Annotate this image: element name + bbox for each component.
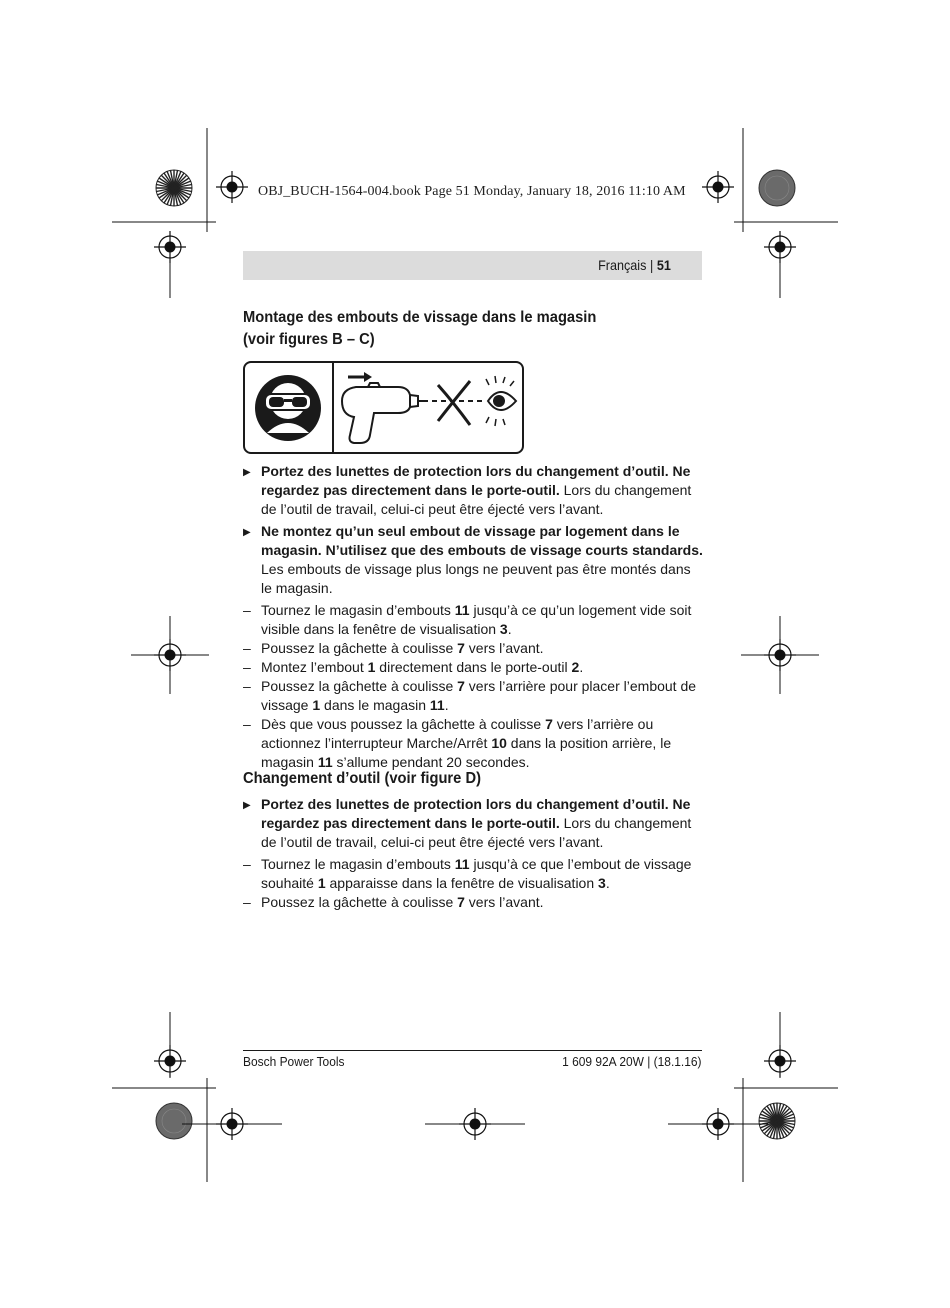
page-header-bar [243, 251, 702, 280]
reference-number: 10 [491, 735, 507, 751]
step-text: vers l’avant. [464, 640, 544, 656]
step-item [243, 677, 703, 715]
step-text: Poussez la gâchette à coulisse [261, 640, 458, 656]
dash-bullet: – [243, 716, 251, 732]
step-text: vers l’avant. [464, 894, 544, 910]
step-text: . [507, 621, 512, 637]
footer-brand: Bosch Power Tools [243, 1054, 345, 1069]
reference-number: 3 [598, 875, 606, 891]
safety-pictogram [243, 361, 524, 454]
page-number: 51 [656, 257, 671, 273]
dash-bullet: – [243, 894, 251, 910]
step-text: Tournez le magasin d’embouts [261, 856, 455, 872]
step-text: dans le magasin [320, 697, 430, 713]
header-separator: | [650, 257, 654, 273]
step-text: . [444, 697, 449, 713]
reference-number: 2 [571, 659, 580, 675]
section-title-line2: (voir figures B – C) [243, 331, 375, 348]
step-text: apparaisse dans la fenêtre de visualisation [325, 875, 599, 891]
reference-number: 7 [457, 640, 465, 656]
step-item [243, 715, 703, 772]
safety-goggles-icon [245, 363, 332, 452]
warning-body-text: Lors du changement de l’outil de travail, celui-ci peut être éjecté vers l’avant. [261, 482, 692, 517]
step-text: dans la position arrière, le magasin [261, 735, 672, 770]
reference-number: 3 [499, 621, 508, 637]
footer-docnumber: 1 609 92A 20W | (18.1.16) [562, 1054, 702, 1069]
step-item [243, 893, 703, 912]
step-text: directement dans le porte-outil [375, 659, 572, 675]
warning-bold-text: Portez des lunettes de protection lors du changement d’outil. Ne regardez pas directement dans le porte-outil. [261, 463, 691, 498]
footer-rule [243, 1050, 702, 1051]
warning-item [243, 795, 703, 852]
section-title-montage [243, 307, 666, 351]
page-header-label [598, 257, 671, 273]
section-title-changement: Changement d’outil (voir figure D) [243, 770, 481, 787]
warning-item [243, 462, 703, 519]
step-text: vers l’arrière ou actionnez l’interrupteur Marche/Arrêt [261, 716, 654, 751]
dash-bullet: – [243, 659, 251, 675]
dash-bullet: – [243, 856, 251, 872]
step-text: jusqu’à ce qu’un logement vide soit visible dans la fenêtre de visualisation [261, 602, 692, 637]
header-language: Français [598, 257, 647, 273]
reference-number: 7 [457, 894, 465, 910]
step-text: Poussez la gâchette à coulisse [261, 894, 458, 910]
reference-number: 7 [457, 678, 465, 694]
warning-bold-text: Ne montez qu’un seul embout de vissage par logement dans le magasin. N’utilisez que des embouts de vissage courts standards. [261, 523, 703, 558]
reference-number: 7 [545, 716, 553, 732]
step-text: . [579, 659, 584, 675]
step-text: s’allume pendant 20 secondes. [332, 754, 530, 770]
step-text: Poussez la gâchette à coulisse [261, 678, 458, 694]
step-item [243, 658, 703, 677]
dash-bullet: – [243, 640, 251, 656]
warning-item [243, 522, 703, 598]
section2-content [243, 795, 703, 912]
reference-number: 1 [367, 659, 376, 675]
dash-bullet: – [243, 678, 251, 694]
step-item [243, 855, 703, 893]
do-not-look-into-chuck-icon [334, 363, 524, 452]
step-text: jusqu’à ce que l’embout de vissage souhaité [261, 856, 692, 891]
reference-number: 11 [317, 754, 333, 770]
section1-content [243, 462, 703, 772]
print-header: OBJ_BUCH-1564-004.book Page 51 Monday, January 18, 2016 11:10 AM [258, 184, 686, 199]
reference-number: 1 [312, 697, 321, 713]
step-text: vers l’arrière pour placer l’embout de vissage [261, 678, 697, 713]
reference-number: 11 [454, 602, 470, 618]
reference-number: 1 [317, 875, 326, 891]
triangle-bullet-icon: ▶ [243, 467, 251, 478]
step-item [243, 639, 703, 658]
reference-number: 11 [429, 697, 445, 713]
step-text: . [605, 875, 610, 891]
warning-bold-text: Portez des lunettes de protection lors du changement d’outil. Ne regardez pas directement dans le porte-outil. [261, 796, 691, 831]
step-text: Montez l’embout [261, 659, 368, 675]
section1-list [243, 462, 703, 772]
step-text: Tournez le magasin d’embouts [261, 602, 455, 618]
step-item [243, 601, 703, 639]
dash-bullet: – [243, 602, 251, 618]
step-text: Dès que vous poussez la gâchette à coulisse [261, 716, 546, 732]
section-title-line1: Montage des embouts de vissage dans le magasin [243, 309, 597, 326]
section2-list [243, 795, 703, 912]
triangle-bullet-icon: ▶ [243, 527, 251, 538]
reference-number: 11 [454, 856, 470, 872]
warning-body-text: Les embouts de vissage plus longs ne peuvent pas être montés dans le magasin. [261, 561, 691, 596]
triangle-bullet-icon: ▶ [243, 800, 251, 811]
warning-body-text: Lors du changement de l’outil de travail, celui-ci peut être éjecté vers l’avant. [261, 815, 692, 850]
